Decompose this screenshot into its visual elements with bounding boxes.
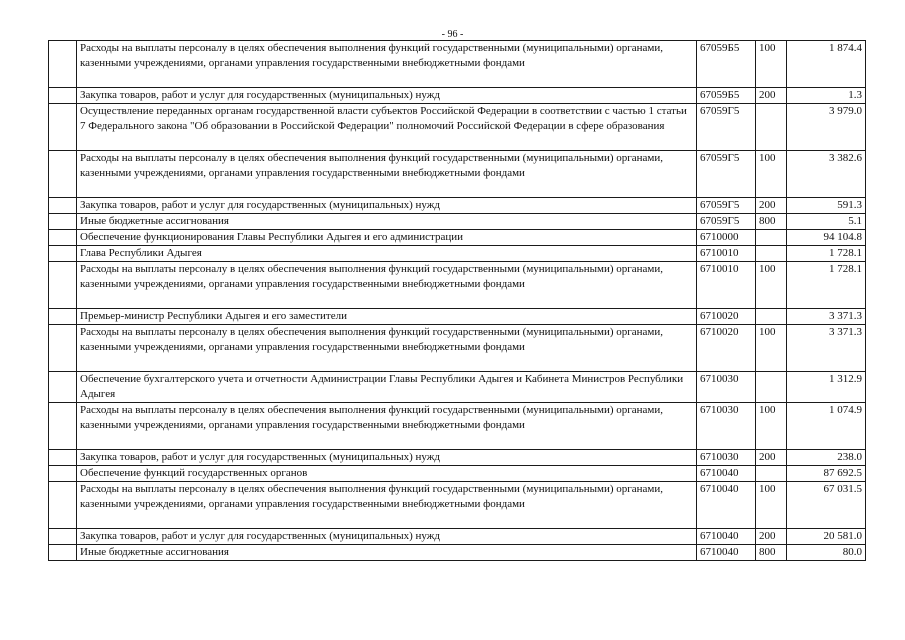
row-name: Закупка товаров, работ и услуг для государственных (муниципальных) нужд: [77, 198, 697, 214]
row-code: 6710000: [697, 230, 756, 246]
row-type: 100: [756, 482, 787, 529]
row-sum: 1 728.1: [787, 262, 866, 309]
row-code: 67059Б5: [697, 88, 756, 104]
row-blank-cell: [49, 198, 77, 214]
row-sum: 1 874.4: [787, 41, 866, 88]
row-code: 6710030: [697, 450, 756, 466]
row-sum: 1 728.1: [787, 246, 866, 262]
row-code: 67059Г5: [697, 214, 756, 230]
row-blank-cell: [49, 482, 77, 529]
row-type: 100: [756, 325, 787, 372]
row-sum: 87 692.5: [787, 466, 866, 482]
row-blank-cell: [49, 214, 77, 230]
row-code: 67059Г5: [697, 198, 756, 214]
table-row: [49, 545, 866, 561]
row-blank-cell: [49, 372, 77, 403]
row-blank-cell: [49, 466, 77, 482]
row-type: [756, 372, 787, 403]
row-code: 6710010: [697, 246, 756, 262]
row-blank-cell: [49, 104, 77, 151]
row-blank-cell: [49, 246, 77, 262]
row-type: 100: [756, 403, 787, 450]
table-row: [49, 151, 866, 198]
row-code: 6710030: [697, 403, 756, 450]
row-sum: 94 104.8: [787, 230, 866, 246]
row-sum: 3 979.0: [787, 104, 866, 151]
table-row: [49, 88, 866, 104]
row-code: 6710020: [697, 309, 756, 325]
row-sum: 5.1: [787, 214, 866, 230]
row-type: 200: [756, 88, 787, 104]
row-name: Закупка товаров, работ и услуг для государственных (муниципальных) нужд: [77, 88, 697, 104]
row-blank-cell: [49, 262, 77, 309]
row-code: 6710010: [697, 262, 756, 309]
row-code: 6710040: [697, 482, 756, 529]
row-sum: 1.3: [787, 88, 866, 104]
row-sum: 238.0: [787, 450, 866, 466]
row-type: 200: [756, 198, 787, 214]
row-sum: 80.0: [787, 545, 866, 561]
row-code: 6710020: [697, 325, 756, 372]
row-name: Осуществление переданных органам государственной власти субъектов Российской Федерации в соответствии с частью 1 статьи 7 Федерального закона "Об образовании в Российской Федерации" полномочий Российской Федерации в сфере образования: [77, 104, 697, 151]
row-type: 100: [756, 151, 787, 198]
row-code: 67059Г5: [697, 104, 756, 151]
row-name: Расходы на выплаты персоналу в целях обеспечения выполнения функций государственными (муниципальными) органами, казенными учреждениями, органами управления государственными внебюджетными фондами: [77, 403, 697, 450]
table-row: [49, 214, 866, 230]
row-type: 200: [756, 529, 787, 545]
row-name: Обеспечение функционирования Главы Республики Адыгея и его администрации: [77, 230, 697, 246]
row-name: Расходы на выплаты персоналу в целях обеспечения выполнения функций государственными (муниципальными) органами, казенными учреждениями, органами управления государственными внебюджетными фондами: [77, 262, 697, 309]
row-code: 6710030: [697, 372, 756, 403]
row-blank-cell: [49, 151, 77, 198]
row-type: [756, 230, 787, 246]
row-sum: 1 074.9: [787, 403, 866, 450]
row-code: 67059Г5: [697, 151, 756, 198]
row-type: 100: [756, 262, 787, 309]
row-blank-cell: [49, 529, 77, 545]
row-name: Расходы на выплаты персоналу в целях обеспечения выполнения функций государственными (муниципальными) органами, казенными учреждениями, органами управления государственными внебюджетными фондами: [77, 325, 697, 372]
row-sum: 20 581.0: [787, 529, 866, 545]
row-name: Глава Республики Адыгея: [77, 246, 697, 262]
table-row: [49, 450, 866, 466]
row-name: Закупка товаров, работ и услуг для государственных (муниципальных) нужд: [77, 450, 697, 466]
row-sum: 1 312.9: [787, 372, 866, 403]
row-blank-cell: [49, 403, 77, 450]
row-code: 67059Б5: [697, 41, 756, 88]
table-row: [49, 246, 866, 262]
row-type: [756, 246, 787, 262]
table-row: [49, 466, 866, 482]
row-name: Закупка товаров, работ и услуг для государственных (муниципальных) нужд: [77, 529, 697, 545]
row-type: [756, 309, 787, 325]
row-blank-cell: [49, 450, 77, 466]
budget-table: [48, 40, 866, 561]
row-type: 800: [756, 214, 787, 230]
row-blank-cell: [49, 41, 77, 88]
row-code: 6710040: [697, 529, 756, 545]
row-type: 800: [756, 545, 787, 561]
row-type: 100: [756, 41, 787, 88]
row-sum: 3 371.3: [787, 309, 866, 325]
row-sum: 3 371.3: [787, 325, 866, 372]
row-name: Иные бюджетные ассигнования: [77, 214, 697, 230]
row-blank-cell: [49, 88, 77, 104]
table-row: [49, 104, 866, 151]
row-blank-cell: [49, 325, 77, 372]
row-name: Обеспечение бухгалтерского учета и отчетности Администрации Главы Республики Адыгея и Кабинета Министров Республики Адыгея: [77, 372, 697, 403]
table-row: [49, 262, 866, 309]
row-name: Иные бюджетные ассигнования: [77, 545, 697, 561]
row-name: Обеспечение функций государственных органов: [77, 466, 697, 482]
row-code: 6710040: [697, 545, 756, 561]
row-name: Премьер-министр Республики Адыгея и его заместители: [77, 309, 697, 325]
table-row: [49, 529, 866, 545]
table-row: [49, 309, 866, 325]
row-name: Расходы на выплаты персоналу в целях обеспечения выполнения функций государственными (муниципальными) органами, казенными учреждениями, органами управления государственными внебюджетными фондами: [77, 41, 697, 88]
table-row: [49, 41, 866, 88]
table-row: [49, 230, 866, 246]
row-name: Расходы на выплаты персоналу в целях обеспечения выполнения функций государственными (муниципальными) органами, казенными учреждениями, органами управления государственными внебюджетными фондами: [77, 151, 697, 198]
row-type: [756, 466, 787, 482]
table-row: [49, 325, 866, 372]
row-code: 6710040: [697, 466, 756, 482]
row-sum: 67 031.5: [787, 482, 866, 529]
row-blank-cell: [49, 230, 77, 246]
table-row: [49, 482, 866, 529]
table-row: [49, 198, 866, 214]
row-name: Расходы на выплаты персоналу в целях обеспечения выполнения функций государственными (муниципальными) органами, казенными учреждениями, органами управления государственными внебюджетными фондами: [77, 482, 697, 529]
row-blank-cell: [49, 309, 77, 325]
page-number: - 96 -: [441, 29, 464, 40]
row-type: 200: [756, 450, 787, 466]
row-sum: 591.3: [787, 198, 866, 214]
row-sum: 3 382.6: [787, 151, 866, 198]
table-row: [49, 372, 866, 403]
row-blank-cell: [49, 545, 77, 561]
table-row: [49, 403, 866, 450]
row-type: [756, 104, 787, 151]
